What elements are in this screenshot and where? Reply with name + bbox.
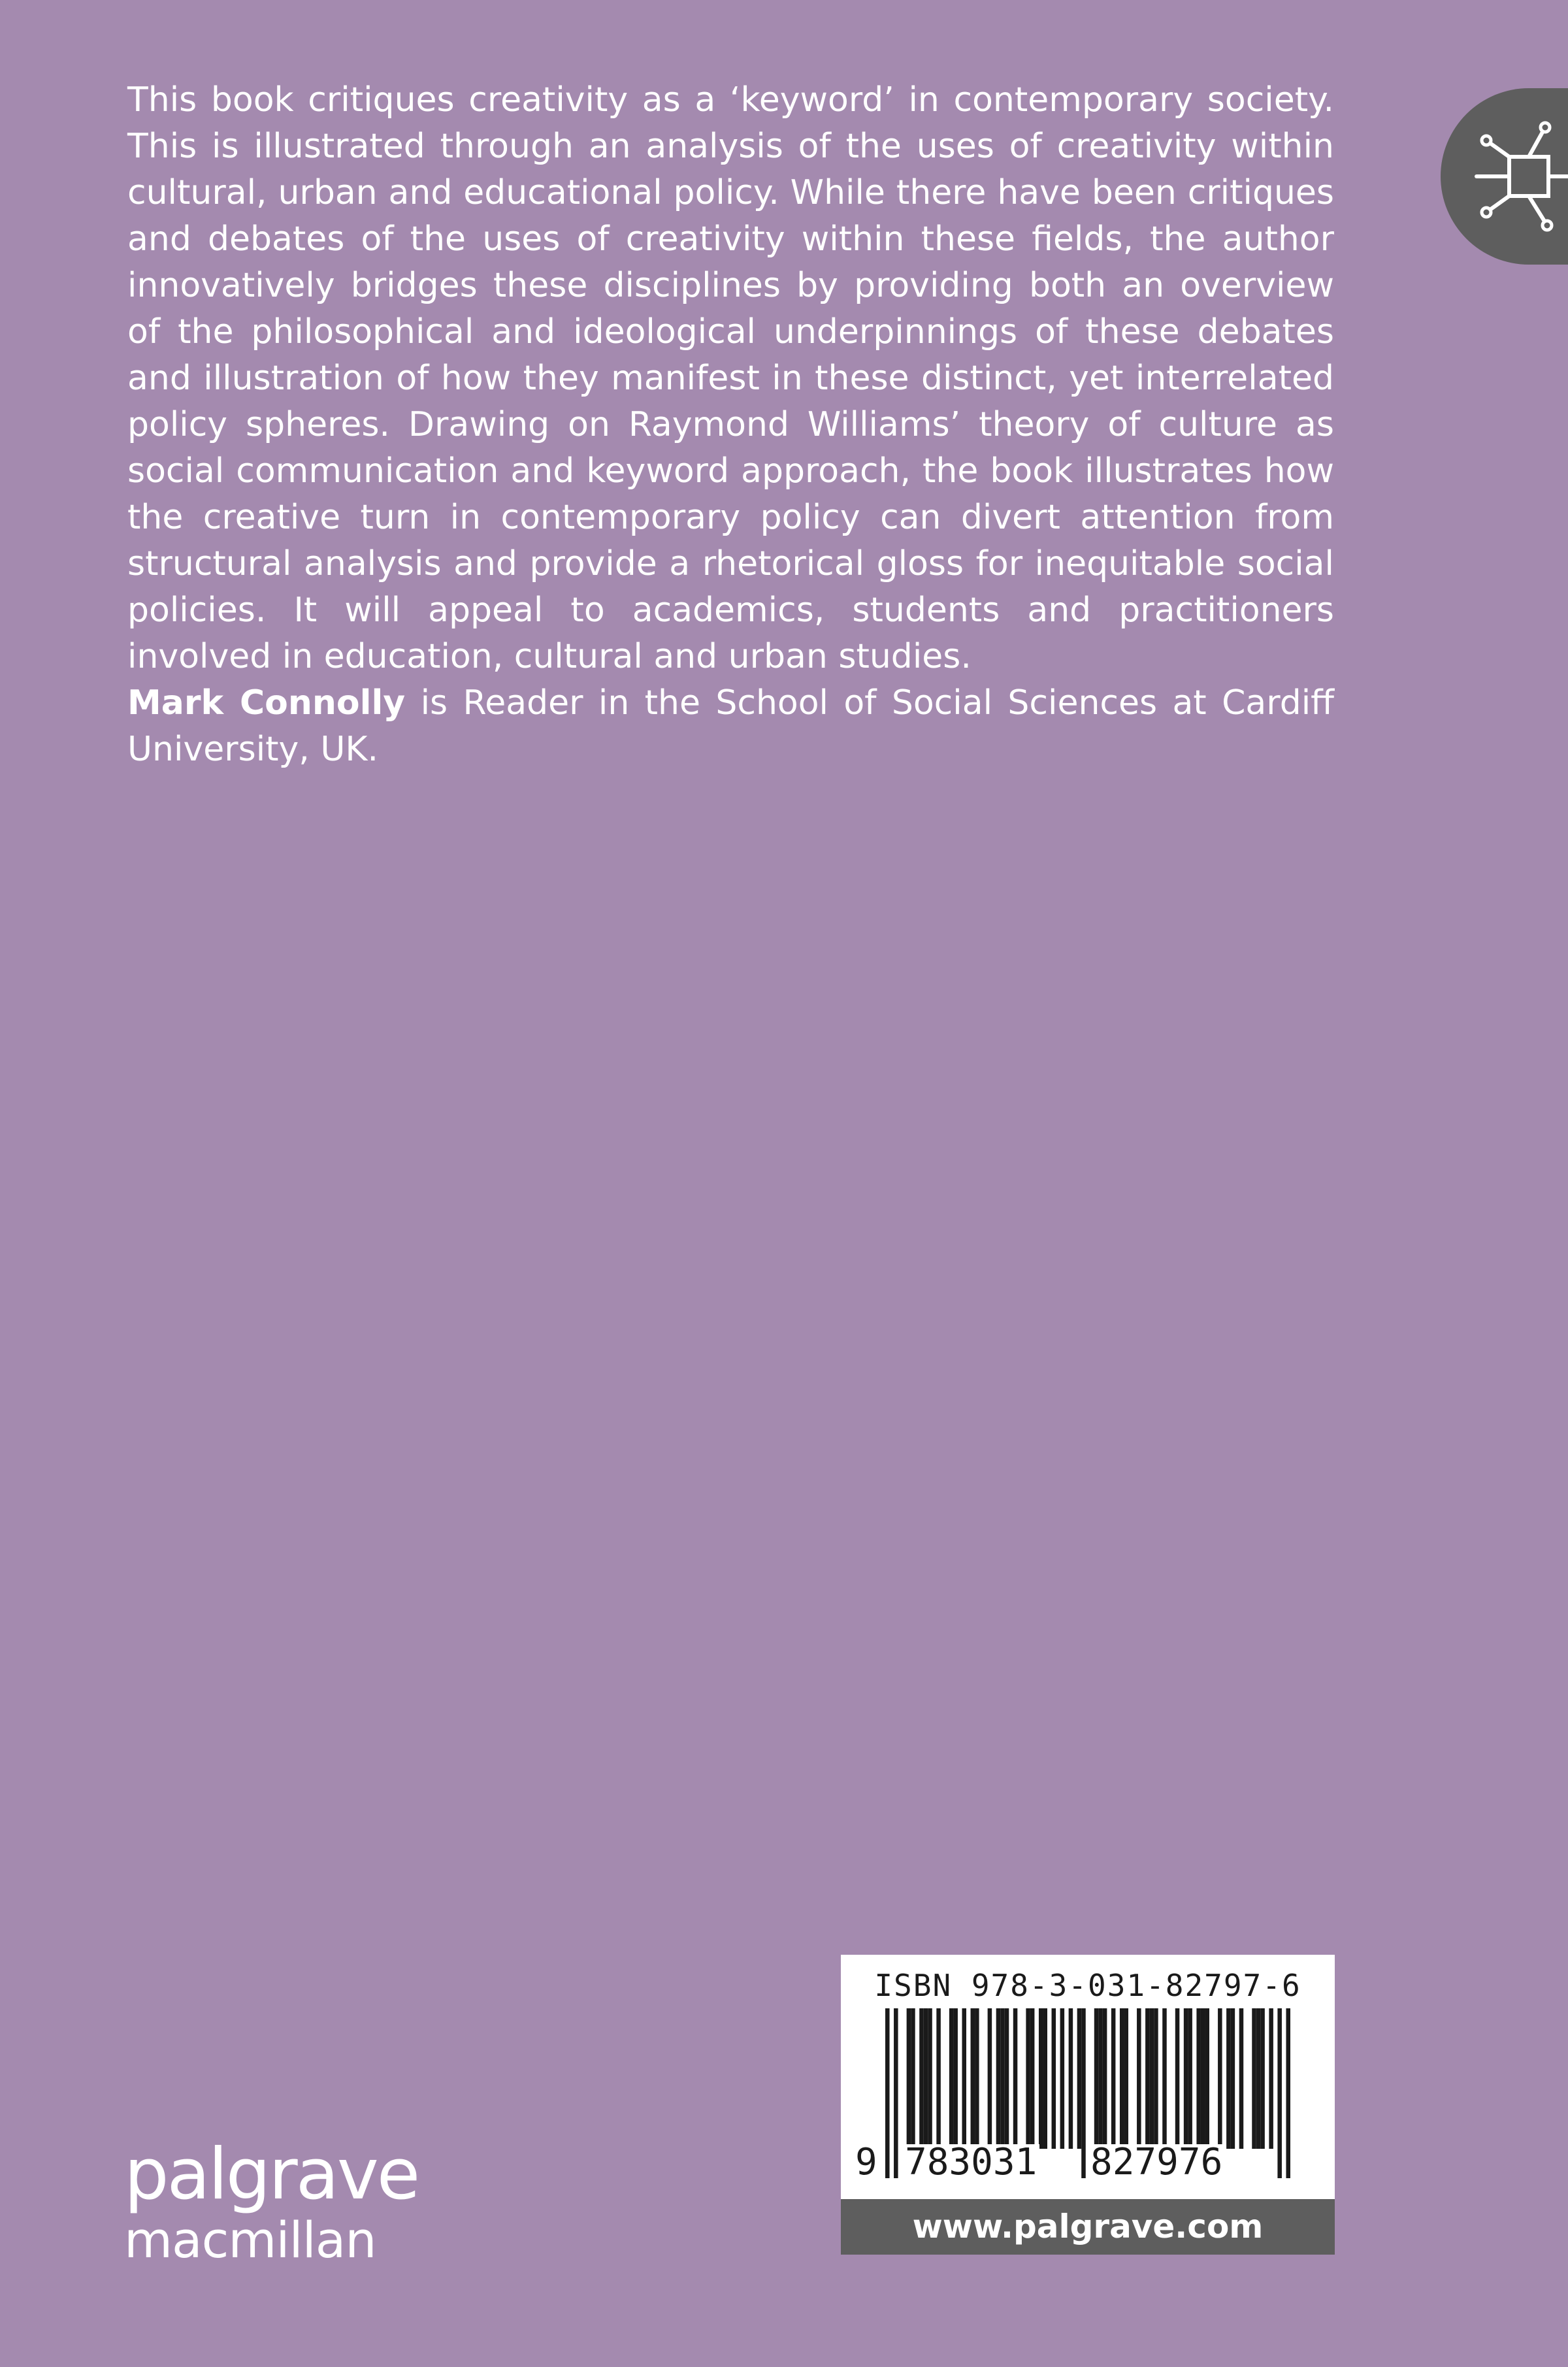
barcode-digits-left: 783031 xyxy=(902,2144,1039,2181)
barcode-bar xyxy=(894,2008,898,2178)
barcode-bar xyxy=(996,2008,1001,2149)
barcode-bar xyxy=(962,2008,966,2149)
barcode-bar xyxy=(1218,2008,1222,2149)
barcode-bar xyxy=(1013,2008,1018,2149)
barcode-bar xyxy=(1239,2008,1244,2149)
barcode-bar xyxy=(1111,2008,1116,2149)
barcode-bar xyxy=(924,2008,928,2149)
barcode-bar xyxy=(1069,2008,1073,2149)
barcode-bar xyxy=(1226,2008,1231,2149)
barcode-bar xyxy=(1196,2008,1201,2149)
wordmark-palgrave: palgrave xyxy=(124,2134,419,2215)
barcode-bar xyxy=(1175,2008,1180,2149)
barcode-bar xyxy=(1231,2008,1235,2149)
barcode-bar xyxy=(1081,2008,1086,2178)
barcode-bar xyxy=(1124,2008,1128,2149)
barcode-bar xyxy=(1205,2008,1209,2149)
barcode-bar xyxy=(1256,2008,1261,2149)
book-description: This book critiques creativity as a ‘keyword’ in contemporary society. This is illustrated through an analysis of the uses of creativity within cultural, urban and educational policy. While there have been critiques and debates of the uses of creativity within these fields, the author innovatively bridges these disciplines by providing both an overview of the philosophical and ideological underpinnings of these debates and illustration of how they manifest in these distinct, yet interrelated policy spheres. Drawing on Raymond Williams’ theory of culture as social communication and keyword approach, the book illustrates how the creative turn in contemporary policy can divert attention from structural analysis and provide a rhetorical gloss for inequitable social policies. It will appeal to academics, students and practitioners involved in education, cultural and urban studies. xyxy=(127,80,1334,676)
wordmark-macmillan: macmillan xyxy=(124,2211,376,2269)
barcode-bar xyxy=(1145,2008,1150,2149)
barcode-bar xyxy=(1150,2008,1154,2149)
author-bio xyxy=(127,680,1334,773)
barcode-bar xyxy=(1201,2008,1205,2149)
publisher-website: www.palgrave.com xyxy=(841,2199,1335,2255)
barcode-bar xyxy=(936,2008,941,2149)
barcode-bar xyxy=(1162,2008,1167,2149)
palgrave-network-icon xyxy=(1470,114,1568,238)
barcode-bar xyxy=(1120,2008,1124,2149)
barcode-bar xyxy=(1137,2008,1141,2149)
barcode-bar xyxy=(949,2008,954,2149)
publisher-logo-tab xyxy=(1441,88,1568,265)
barcode-bar xyxy=(1043,2008,1047,2149)
barcode-bar xyxy=(885,2008,890,2178)
barcode-bar xyxy=(1103,2008,1107,2149)
barcode-bar xyxy=(988,2008,992,2149)
barcode-bar xyxy=(1184,2008,1188,2149)
barcode-bar xyxy=(1060,2008,1065,2149)
author-bio-text: is Reader in the School of Social Sciences at Cardiff University, UK. xyxy=(127,683,1334,769)
barcode-bar xyxy=(1039,2008,1043,2149)
barcode-bar xyxy=(1030,2008,1035,2149)
barcode-bar xyxy=(1269,2008,1273,2149)
barcode-bar xyxy=(971,2008,975,2149)
barcode-bar xyxy=(1026,2008,1030,2149)
barcode-bar xyxy=(1077,2008,1082,2149)
barcode-bar xyxy=(953,2008,958,2149)
barcode-bar xyxy=(907,2008,911,2149)
barcode-bar xyxy=(1188,2008,1192,2149)
barcode-bar xyxy=(1005,2008,1009,2149)
barcode-bar xyxy=(919,2008,924,2149)
barcode-bar xyxy=(1252,2008,1256,2149)
barcode-bar xyxy=(1286,2008,1290,2178)
publisher-wordmark xyxy=(124,2134,419,2269)
barcode-bar xyxy=(1277,2008,1282,2178)
author-name: Mark Connolly xyxy=(127,683,406,723)
barcode-bar xyxy=(911,2008,915,2149)
barcode-bar xyxy=(1260,2008,1265,2149)
barcode-bar xyxy=(928,2008,932,2149)
barcode-bar xyxy=(975,2008,979,2149)
barcode-bar xyxy=(1052,2008,1056,2149)
isbn-label: ISBN 978-3-031-82797-6 xyxy=(874,1968,1301,2003)
barcode-digits-right: 827976 xyxy=(1088,2144,1225,2181)
barcode-digit-lead: 9 xyxy=(855,2141,877,2183)
barcode-bar xyxy=(1154,2008,1158,2149)
barcode-bar xyxy=(1000,2008,1005,2149)
